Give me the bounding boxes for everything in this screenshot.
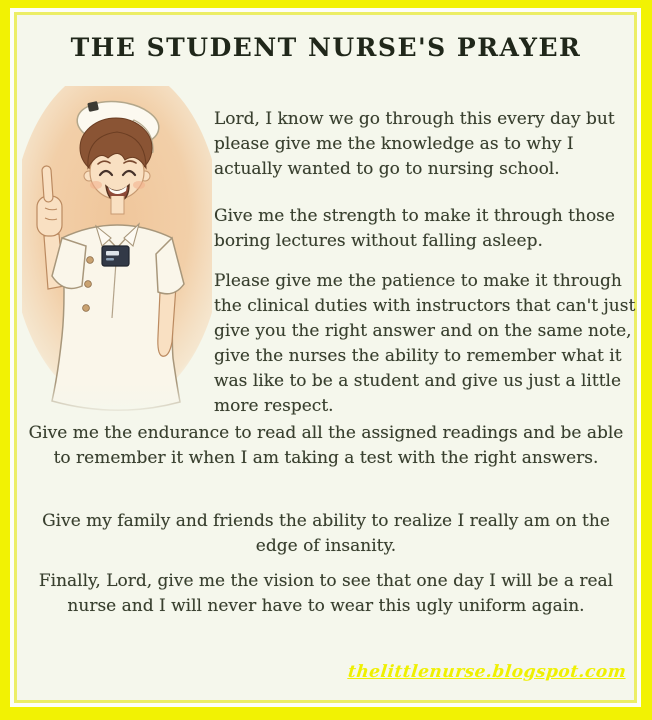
nurse-illustration <box>22 86 212 416</box>
prayer-paragraph-2: Give me the strength to make it through those boring lectures without falling asleep. <box>214 206 615 251</box>
prayer-paragraph-1: Lord, I know we go through this every day but please give me the knowledge as to why I actually wanted to go to nursing school. <box>214 109 615 179</box>
prayer-paragraph-4: Give me the endurance to read all the assigned readings and be able to remember it when I am taking a test with the right answers. <box>28 423 624 468</box>
prayer-paragraph-6: Finally, Lord, give me the vision to see that one day I will be a real nurse and I will never have to wear this ugly uniform again. <box>38 571 614 616</box>
prayer-paragraph-5: Give my family and friends the ability to realize I really am on the edge of insanity. <box>42 511 610 556</box>
watermark-url: thelittlenurse.blogspot.com <box>346 662 628 682</box>
prayer-paragraph-3: Please give me the patience to make it through the clinical duties with instructors that can't just give you the right answer and on the same note, give the nurses the ability to remember what it was like to be a student and give us just a little more respect. <box>214 271 636 416</box>
poster-title: THE STUDENT NURSE'S PRAYER <box>70 33 582 62</box>
